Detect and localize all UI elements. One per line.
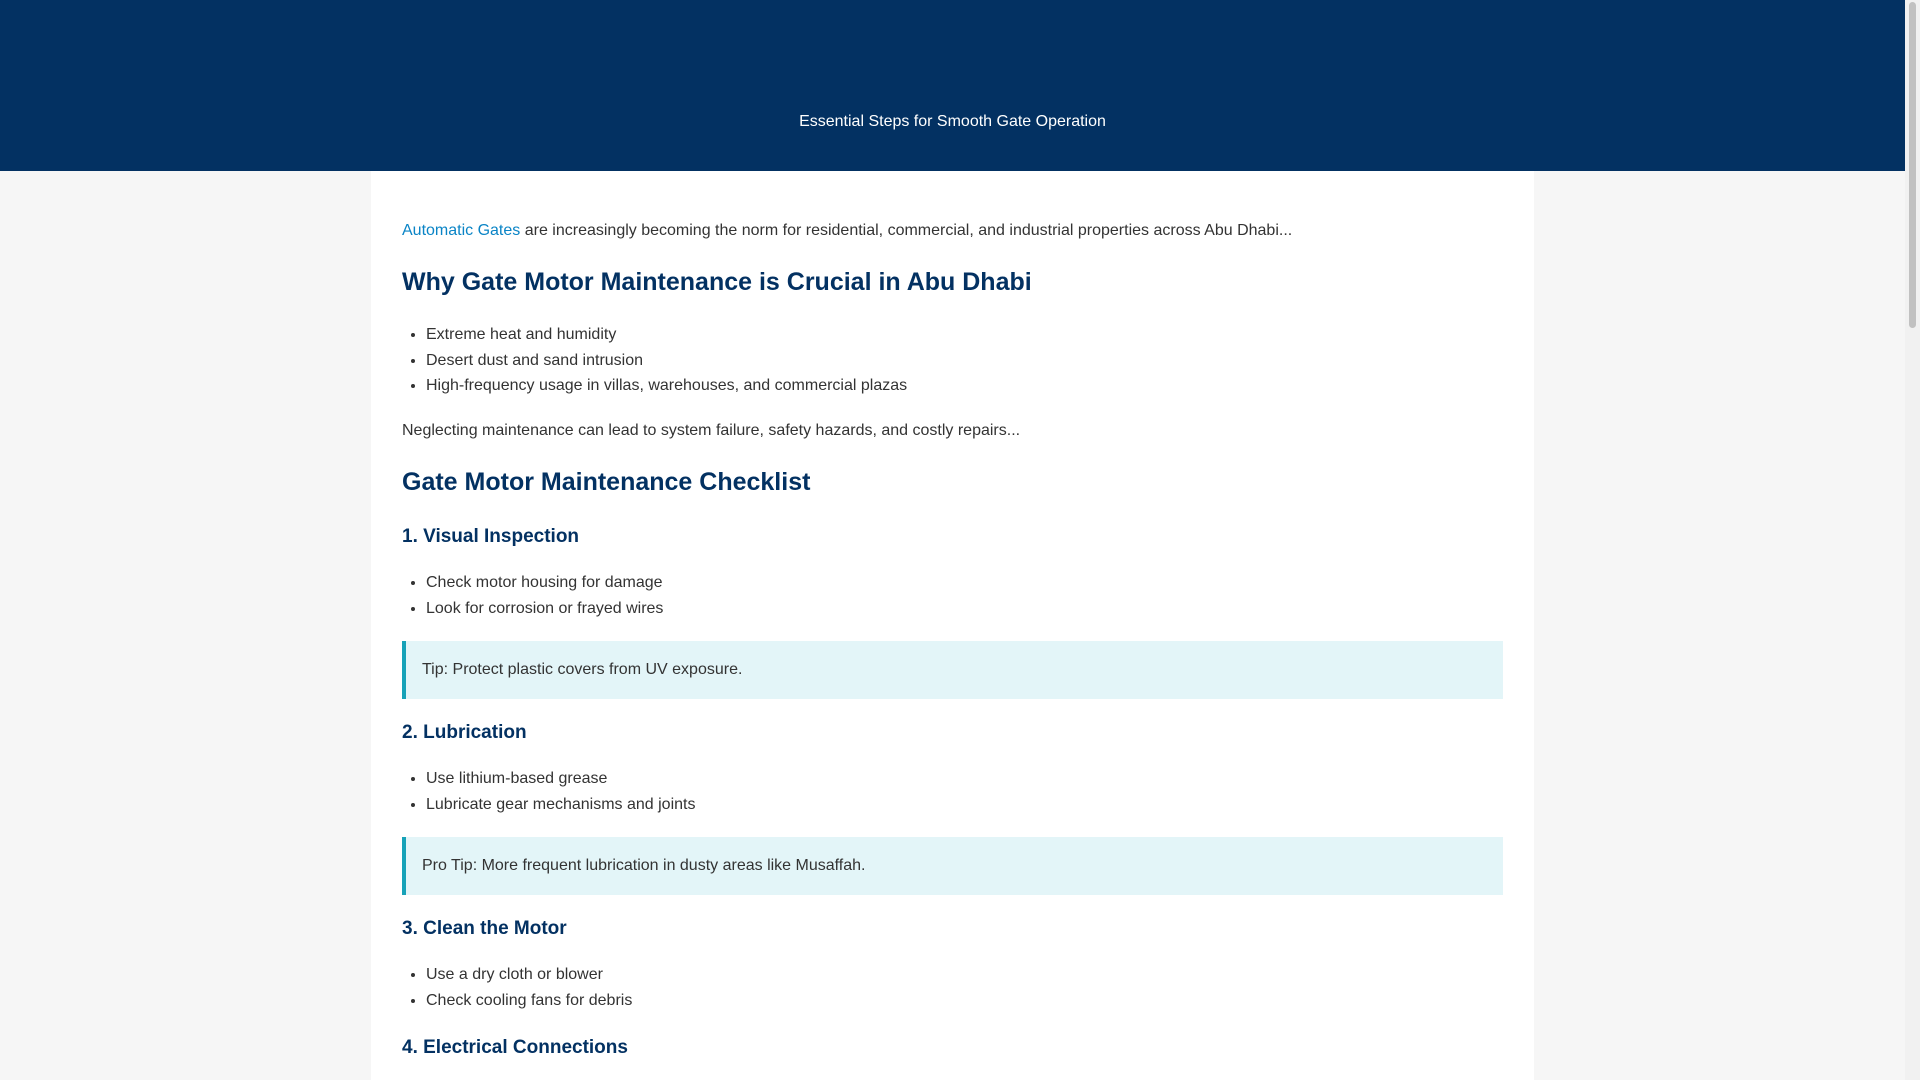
list-item: • Look for corrosion or frayed wires — [426, 596, 663, 622]
why-list — [402, 322, 907, 399]
list-item: • Use lithium-based grease — [426, 766, 695, 792]
step-2-list — [402, 766, 695, 817]
step-3-heading: 3. Clean the Motor — [402, 918, 567, 939]
why-note: Neglecting maintenance can lead to system failure, safety hazards, and costly repairs... — [402, 422, 1021, 439]
list-item: • Desert dust and sand intrusion — [426, 348, 907, 374]
checklist-heading: Gate Motor Maintenance Checklist — [402, 468, 811, 496]
intro-paragraph — [402, 221, 1292, 241]
page-header — [0, 0, 1905, 171]
step-1-list — [402, 570, 663, 621]
intro-text: are increasingly becoming the norm for residential, commercial, and industrial properties across Abu Dhabi... — [520, 222, 1293, 239]
list-item: • Use a dry cloth or blower — [426, 962, 632, 988]
scrollbar-thumb[interactable] — [1909, 2, 1916, 328]
article-content — [371, 171, 1534, 1080]
list-item: • Lubricate gear mechanisms and joints — [426, 792, 695, 818]
automatic-gates-link[interactable]: Automatic Gates — [402, 222, 521, 239]
step-4-heading: 4. Electrical Connections — [402, 1037, 628, 1058]
tip-box-lubrication: Pro Tip: More frequent lubrication in dusty areas like Musaffah. — [402, 837, 1503, 895]
list-item: • Check cooling fans for debris — [426, 988, 632, 1014]
page-scrollbar[interactable] — [1905, 0, 1920, 1080]
tip-box-uv: Tip: Protect plastic covers from UV exposure. — [402, 641, 1503, 699]
page-subtitle: Essential Steps for Smooth Gate Operation — [799, 113, 1106, 130]
list-item: • Extreme heat and humidity — [426, 322, 907, 348]
list-item: • High-frequency usage in villas, warehouses, and commercial plazas — [426, 373, 907, 399]
step-1-heading: 1. Visual Inspection — [402, 526, 580, 547]
why-heading: Why Gate Motor Maintenance is Crucial in Abu Dhabi — [402, 268, 1032, 296]
step-3-list — [402, 962, 632, 1013]
list-item: • Check motor housing for damage — [426, 570, 663, 596]
step-2-heading: 2. Lubrication — [402, 722, 527, 743]
